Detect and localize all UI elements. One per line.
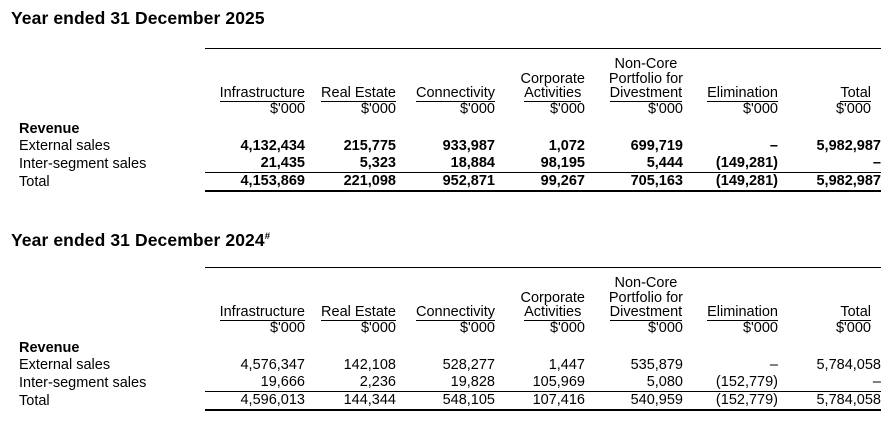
column-name: Elimination: [707, 304, 778, 320]
column-header-real-estate: [305, 49, 396, 117]
column-name: Divestment: [609, 304, 683, 320]
value-cell: 528,277: [442, 357, 495, 373]
value-cell: –: [778, 374, 881, 392]
section-title-text: Year ended 31 December 2025: [11, 8, 265, 28]
column-header-non-core-divestment: [585, 49, 683, 117]
inter-segment-sales-row: [0, 155, 881, 173]
header-spacer-cell: [0, 268, 205, 336]
value-cell: 705,163: [585, 173, 683, 192]
value-cell: 99,267: [495, 173, 585, 192]
column-header-non-core-divestment: [585, 268, 683, 336]
value-cell: 5,784,058: [816, 357, 881, 373]
value-cell: 4,153,869: [205, 173, 305, 192]
value-cell: –: [769, 357, 778, 373]
value-cell: 4,576,347: [240, 357, 305, 373]
column-name: Infrastructure: [219, 304, 305, 320]
column-pre-line: Portfolio for: [608, 70, 683, 87]
segment-table-2024: [0, 267, 881, 411]
column-pre-line: Portfolio for: [608, 289, 683, 306]
value-cell: (152,779): [683, 392, 778, 411]
column-unit: $'000: [647, 319, 683, 336]
value-cell: 535,879: [630, 357, 683, 373]
column-name: Infrastructure: [219, 85, 305, 101]
value-cell: 933,987: [442, 138, 495, 154]
column-name: Elimination: [707, 85, 778, 101]
value-cell: 18,884: [396, 155, 495, 173]
column-unit: $'000: [269, 100, 305, 117]
column-name: Activities: [524, 304, 582, 320]
value-cell: 144,344: [305, 392, 396, 411]
column-pre-line: Non-Core: [614, 56, 678, 72]
column-name: Real Estate: [321, 304, 396, 320]
section-title-text: Year ended 31 December 2024: [11, 230, 265, 250]
header-row: [0, 268, 881, 336]
column-unit: $'000: [549, 100, 585, 117]
value-cell: 105,969: [495, 374, 585, 392]
column-unit: $'000: [835, 319, 871, 336]
value-cell: 21,435: [205, 155, 305, 173]
row-label: Inter-segment sales: [19, 374, 147, 391]
column-unit: $'000: [459, 319, 495, 336]
row-label: External sales: [19, 138, 111, 154]
total-row: [0, 392, 881, 411]
segment-table-2025: [0, 48, 881, 192]
value-cell: (152,779): [683, 374, 778, 392]
external-sales-row: [0, 138, 881, 155]
value-cell: 952,871: [396, 173, 495, 192]
value-cell: 98,195: [495, 155, 585, 173]
value-cell: 5,444: [585, 155, 683, 173]
section-title-2024: [0, 192, 887, 250]
column-header-total: [778, 268, 881, 336]
section-title-2025: [0, 0, 887, 28]
revenue-group-label: Revenue: [19, 121, 80, 137]
row-label: Total: [19, 174, 50, 190]
column-unit: $'000: [459, 100, 495, 117]
value-cell: 4,596,013: [205, 392, 305, 411]
inter-segment-sales-row: [0, 374, 881, 392]
value-cell: 5,982,987: [816, 138, 881, 154]
value-cell: 215,775: [343, 138, 396, 154]
column-header-corporate-activities: [495, 49, 585, 117]
footnote-marker: #: [264, 231, 271, 243]
value-cell: 19,828: [396, 374, 495, 392]
column-pre-line: Corporate: [520, 70, 585, 87]
column-header-infrastructure: [205, 49, 305, 117]
column-header-elimination: [683, 268, 778, 336]
value-cell: 5,323: [305, 155, 396, 173]
column-header-connectivity: [396, 268, 495, 336]
external-sales-row: [0, 357, 881, 374]
total-row: [0, 173, 881, 192]
column-unit: $'000: [360, 100, 396, 117]
value-cell: 699,719: [630, 138, 683, 154]
row-label: Inter-segment sales: [19, 155, 147, 172]
header-row: [0, 49, 881, 117]
value-cell: 142,108: [343, 357, 396, 373]
column-name: Connectivity: [416, 85, 495, 101]
value-cell: 4,132,434: [240, 138, 305, 154]
column-unit: $'000: [647, 100, 683, 117]
value-cell: –: [778, 155, 881, 173]
value-cell: –: [769, 138, 778, 154]
row-label: External sales: [19, 357, 111, 373]
value-cell: (149,281): [683, 173, 778, 192]
column-header-real-estate: [305, 268, 396, 336]
column-name: Activities: [524, 85, 582, 101]
column-name: Divestment: [609, 85, 683, 101]
column-header-infrastructure: [205, 268, 305, 336]
column-unit: $'000: [269, 319, 305, 336]
row-label: Total: [19, 393, 50, 409]
column-header-total: [778, 49, 881, 117]
revenue-group-row: [0, 340, 881, 357]
column-pre-line: Corporate: [520, 289, 585, 306]
value-cell: (149,281): [683, 155, 778, 173]
value-cell: 2,236: [305, 374, 396, 392]
revenue-group-label: Revenue: [19, 340, 80, 356]
column-name: Total: [840, 304, 871, 320]
column-pre-line: Non-Core: [614, 275, 678, 291]
value-cell: 548,105: [396, 392, 495, 411]
column-unit: $'000: [742, 319, 778, 336]
revenue-group-row: [0, 121, 881, 138]
value-cell: 5,784,058: [778, 392, 881, 411]
value-cell: 540,959: [585, 392, 683, 411]
column-unit: $'000: [835, 100, 871, 117]
column-header-connectivity: [396, 49, 495, 117]
column-unit: $'000: [360, 319, 396, 336]
value-cell: 5,080: [585, 374, 683, 392]
column-header-elimination: [683, 49, 778, 117]
value-cell: 19,666: [205, 374, 305, 392]
value-cell: 1,447: [548, 357, 585, 373]
value-cell: 1,072: [548, 138, 585, 154]
value-cell: 221,098: [305, 173, 396, 192]
value-cell: 5,982,987: [778, 173, 881, 192]
column-unit: $'000: [549, 319, 585, 336]
column-unit: $'000: [742, 100, 778, 117]
header-spacer-cell: [0, 49, 205, 117]
column-name: Connectivity: [416, 304, 495, 320]
column-name: Total: [840, 85, 871, 101]
column-name: Real Estate: [321, 85, 396, 101]
column-header-corporate-activities: [495, 268, 585, 336]
value-cell: 107,416: [495, 392, 585, 411]
